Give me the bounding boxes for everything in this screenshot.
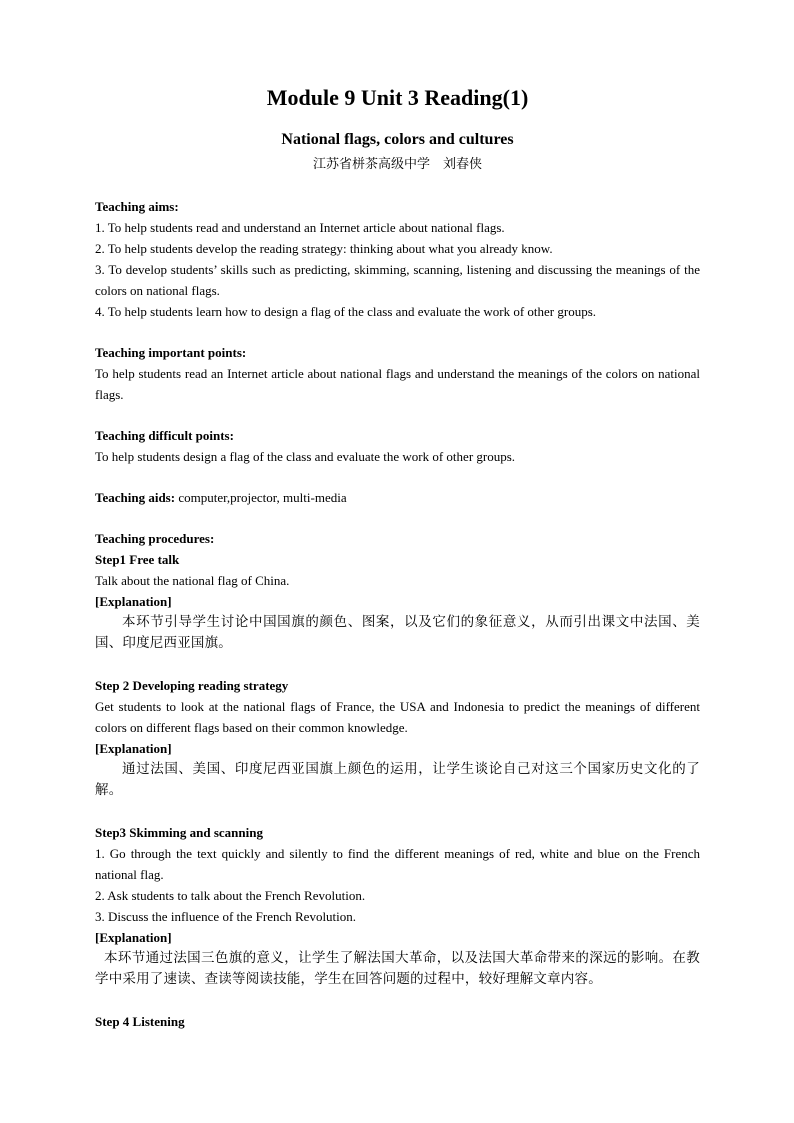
step3-explanation-label: [Explanation] [95, 930, 172, 945]
step2-heading: Step 2 Developing reading strategy [95, 678, 289, 693]
step3-item: 1. Go through the text quickly and silently to find the different meanings of red, white and blue on the French national flag. [95, 846, 700, 882]
difficult-points-text: To help students design a flag of the class and evaluate the work of other groups. [95, 449, 516, 464]
step3-item: 2. Ask students to talk about the French Revolution. [95, 888, 366, 903]
step3-item: 3. Discuss the influence of the French Revolution. [95, 909, 357, 924]
important-points-heading: Teaching important points: [95, 345, 247, 360]
teaching-aids-label: Teaching aids: [95, 490, 176, 505]
step2-explanation: 通过法国、美国、印度尼西亚国旗上颜色的运用，让学生谈论自己对这三个国家历史文化的了解。 [95, 761, 700, 798]
teaching-aids-text: computer,projector, multi-media [175, 490, 347, 505]
step1-heading: Step1 Free talk [95, 552, 180, 567]
important-points-text: To help students read an Internet article about national flags and understand the meanings of the colors on national flags. [95, 366, 700, 402]
step2-text: Get students to look at the national flags of France, the USA and Indonesia to predict the meanings of different colors on different flags based on their common knowledge. [95, 699, 700, 735]
document-page [95, 82, 700, 1032]
step1-explanation: 本环节引导学生讨论中国国旗的颜色、图案，以及它们的象征意义，从而引出课文中法国、美国、印度尼西亚国旗。 [95, 614, 700, 651]
step2-explanation-label: [Explanation] [95, 741, 172, 756]
aim-item: 3. To develop students’ skills such as predicting, skimming, scanning, listening and discussing the meanings of the colors on national flags. [95, 262, 700, 298]
document-title: Module 9 Unit 3 Reading(1) [266, 85, 529, 110]
important-points-section [95, 342, 700, 405]
step4-heading: Step 4 Listening [95, 1014, 185, 1029]
step1-text: Talk about the national flag of China. [95, 573, 290, 588]
aim-item: 2. To help students develop the reading strategy: thinking about what you already know. [95, 241, 553, 256]
teaching-aids-line [95, 487, 700, 508]
step3-heading: Step3 Skimming and scanning [95, 825, 263, 840]
author-line: 江苏省栟茶高级中学 刘春侠 [312, 157, 482, 172]
document-subtitle: National flags, colors and cultures [281, 131, 514, 148]
procedures-section [95, 528, 700, 1032]
procedures-heading: Teaching procedures: [95, 531, 215, 546]
aim-item: 4. To help students learn how to design a flag of the class and evaluate the work of other groups. [95, 304, 597, 319]
aim-item: 1. To help students read and understand an Internet article about national flags. [95, 220, 505, 235]
step1-explanation-label: [Explanation] [95, 594, 172, 609]
difficult-points-heading: Teaching difficult points: [95, 428, 234, 443]
teaching-aids-section [95, 487, 700, 508]
step3-explanation: 本环节通过法国三色旗的意义，让学生了解法国大革命，以及法国大革命带来的深远的影响。在教学中采用了速读、查读等阅读技能，学生在回答问题的过程中，较好理解文章内容。 [95, 950, 700, 987]
teaching-aims-section [95, 196, 700, 322]
difficult-points-section [95, 425, 700, 467]
teaching-aims-heading: Teaching aims: [95, 199, 179, 214]
